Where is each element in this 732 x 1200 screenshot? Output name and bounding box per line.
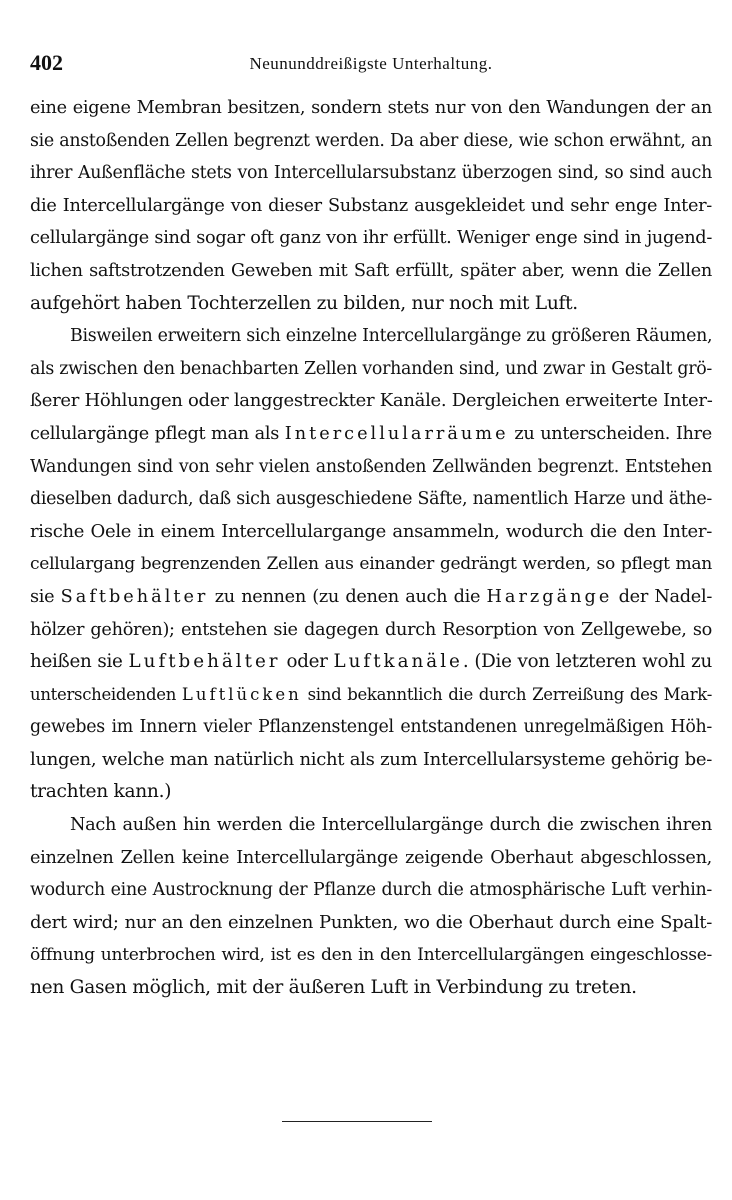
- text-line: Wandungen sind von sehr vielen anstoßenden Zellwänden begrenzt. Entstehen: [30, 456, 712, 477]
- running-head: Neununddreißigste Unterhaltung.: [249, 54, 493, 73]
- text-line: nen Gasen möglich, mit der äußeren Luft in Verbindung zu treten.: [30, 977, 637, 999]
- text-line: die Intercellulargänge von dieser Substanz ausgekleidet und sehr enge Inter-: [30, 195, 712, 216]
- text-line: hölzer gehören); entstehen sie dagegen durch Resorption von Zellgewebe, so: [30, 619, 712, 640]
- text-line: als zwischen den benachbarten Zellen vorhanden sind, und zwar in Gestalt grö-: [30, 358, 712, 379]
- text-line: einzelnen Zellen keine Intercellulargänge zeigende Oberhaut abgeschlossen,: [30, 847, 712, 868]
- page-number: 402: [30, 50, 63, 75]
- emphasized-term: Intercellularräume: [284, 423, 509, 444]
- text-line: sie anstoßenden Zellen begrenzt werden. Da aber diese, wie schon erwähnt, an: [30, 130, 712, 151]
- text-line: gewebes im Innern vieler Pflanzenstengel entstandenen unregelmäßigen Höh-: [30, 717, 712, 738]
- text-line: cellulargang begrenzenden Zellen aus einander gedrängt werden, so pflegt man: [30, 554, 712, 575]
- text-line: dieselben dadurch, daß sich ausgeschiedene Säfte, namentlich Harze und äthe-: [30, 489, 712, 510]
- text-line: cellulargänge sind sogar oft ganz von ihr erfüllt. Weniger enge sind in jugend-: [30, 228, 712, 249]
- text-line: lichen saftstrotzenden Geweben mit Saft erfüllt, später aber, wenn die Zellen: [30, 260, 712, 281]
- text-line: Bisweilen erweitern sich einzelne Intercellulargänge zu größeren Räumen,: [70, 326, 713, 347]
- text-line: heißen sie Luftbehälter oder Luftkanäle. (Die von letzteren wohl zu: [30, 651, 712, 673]
- text-line: sie Saftbehälter zu nennen (zu denen auch die Harzgänge der Nadel-: [30, 586, 712, 607]
- emphasized-term: Luftlücken: [181, 684, 302, 704]
- body-text: [30, 92, 712, 1005]
- text-line: öffnung unterbrochen wird, ist es den in den Intercellulargängen eingeschlosse-: [30, 945, 712, 966]
- page-header: [30, 50, 712, 80]
- text-line: rische Oele in einem Intercellulargange ansammeln, wodurch die den Inter-: [30, 520, 712, 542]
- text-line: Nach außen hin werden die Intercellulargänge durch die zwischen ihren: [70, 815, 712, 836]
- paragraph: [30, 92, 712, 320]
- text-line: cellulargänge pflegt man als Intercellularräume zu unterscheiden. Ihre: [30, 423, 712, 444]
- closing-rule: [282, 1121, 432, 1122]
- emphasized-term: Harzgänge: [486, 586, 613, 607]
- text-line: ßerer Höhlungen oder langgestreckter Kanäle. Dergleichen erweiterte Inter-: [30, 390, 713, 412]
- emphasized-term: Luftkanäle: [333, 651, 463, 673]
- text-line: aufgehört haben Tochterzellen zu bilden, nur noch mit Luft.: [30, 292, 578, 314]
- paragraph: [30, 320, 712, 809]
- text-line: lungen, welche man natürlich nicht als zum Intercellularsysteme gehörig be-: [30, 748, 712, 770]
- text-line: wodurch eine Austrocknung der Pflanze durch die atmosphärische Luft verhin-: [30, 880, 712, 901]
- text-line: dert wird; nur an den einzelnen Punkten, wo die Oberhaut durch eine Spalt-: [30, 911, 712, 933]
- text-line: ihrer Außenfläche stets von Intercellularsubstanz überzogen sind, so sind auch: [30, 163, 712, 184]
- emphasized-term: Luftbehälter: [128, 651, 281, 673]
- text-line: trachten kann.): [30, 781, 172, 803]
- text-line: unterscheidenden Luftlücken sind bekanntlich die durch Zerreißung des Mark-: [30, 684, 712, 704]
- text-line: eine eigene Membran besitzen, sondern stets nur von den Wandungen der an: [30, 98, 712, 118]
- emphasized-term: Saftbehälter: [60, 586, 209, 607]
- paragraph: [30, 809, 712, 1005]
